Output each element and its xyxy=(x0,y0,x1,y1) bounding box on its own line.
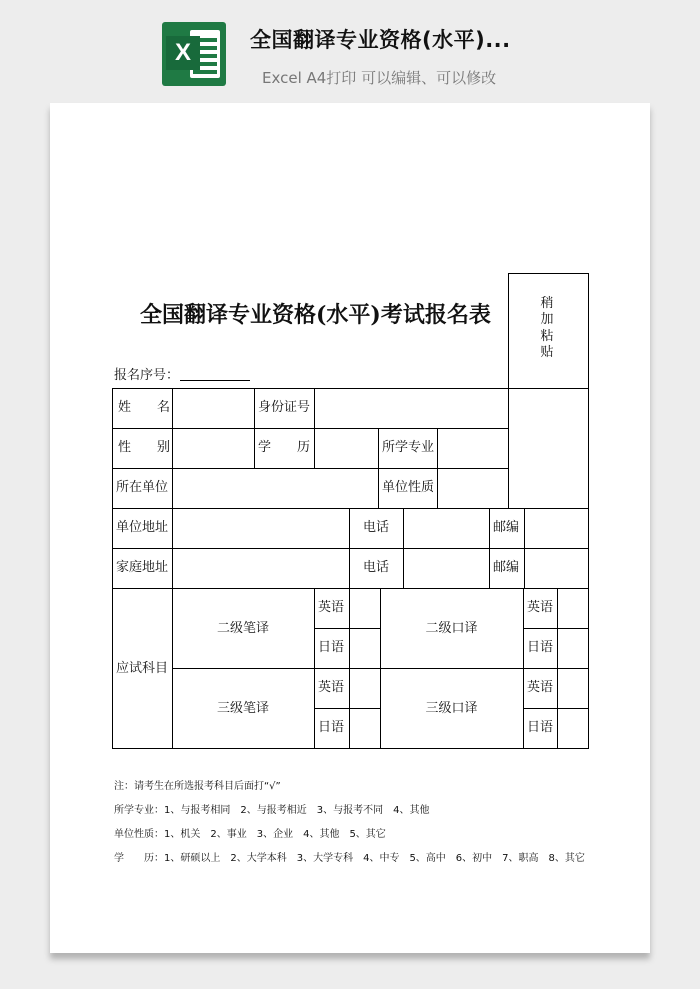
label-l3o-english: 英语 xyxy=(527,680,554,695)
input-home-phone[interactable] xyxy=(406,550,486,586)
check-l2w-english[interactable] xyxy=(351,590,378,626)
note-major: 所学专业：1、与报考相同 2、与报考相近 3、与报考不同 4、其他 xyxy=(114,805,430,816)
input-work-postcode[interactable] xyxy=(527,510,585,546)
label-work-address: 单位地址 xyxy=(116,520,169,535)
excel-icon: X xyxy=(162,22,226,86)
label-l3w-english: 英语 xyxy=(318,680,345,695)
label-level2-oral: 二级口译 xyxy=(425,621,478,636)
label-level3-oral: 三级口译 xyxy=(425,701,478,716)
input-employer[interactable] xyxy=(176,470,376,506)
label-work-postcode: 邮编 xyxy=(493,520,520,535)
input-gender[interactable] xyxy=(176,430,252,466)
page-header xyxy=(0,0,700,100)
input-major[interactable] xyxy=(440,430,506,466)
input-home-postcode[interactable] xyxy=(527,550,585,586)
label-l3w-japanese: 日语 xyxy=(318,720,345,735)
label-employer: 所在单位 xyxy=(116,480,169,495)
check-l3w-english[interactable] xyxy=(351,670,378,706)
input-id-number[interactable] xyxy=(318,390,506,426)
label-level2-written: 二级笔译 xyxy=(216,621,269,636)
label-education: 学 历 xyxy=(258,440,311,455)
label-l2w-english: 英语 xyxy=(318,600,345,615)
note-employer-type: 单位性质：1、机关 2、事业 3、企业 4、其他 5、其它 xyxy=(114,829,386,840)
note-checkmark: 注：请考生在所选报考科目后面打“√” xyxy=(114,781,281,792)
note-education: 学 历：1、研硕以上 2、大学本科 3、大学专科 4、中专 5、高中 6、初中 7、职高 8、其它 xyxy=(114,853,585,864)
label-major: 所学专业 xyxy=(382,440,435,455)
input-work-phone[interactable] xyxy=(406,510,486,546)
check-l2o-japanese[interactable] xyxy=(559,630,586,666)
photo-label: 稍加粘贴 xyxy=(540,296,554,360)
serial-input-line[interactable] xyxy=(180,380,250,381)
label-work-phone: 电话 xyxy=(363,520,390,535)
label-home-postcode: 邮编 xyxy=(493,560,520,575)
input-employer-type[interactable] xyxy=(440,470,506,506)
check-l2w-japanese[interactable] xyxy=(351,630,378,666)
input-name[interactable] xyxy=(176,390,252,426)
input-home-address[interactable] xyxy=(176,550,346,586)
label-home-address: 家庭地址 xyxy=(116,560,169,575)
label-l2o-english: 英语 xyxy=(527,600,554,615)
serial-label: 报名序号： xyxy=(114,368,180,383)
label-l3o-japanese: 日语 xyxy=(527,720,554,735)
check-l3w-japanese[interactable] xyxy=(351,710,378,746)
input-education[interactable] xyxy=(318,430,376,466)
check-l3o-japanese[interactable] xyxy=(559,710,586,746)
label-exam-subject: 应试科目 xyxy=(116,661,169,676)
input-work-address[interactable] xyxy=(176,510,346,546)
label-id-number: 身份证号 xyxy=(258,400,311,415)
label-employer-type: 单位性质 xyxy=(382,480,435,495)
label-level3-written: 三级笔译 xyxy=(216,701,269,716)
label-home-phone: 电话 xyxy=(363,560,390,575)
document-title: 全国翻译专业资格(水平)... xyxy=(250,28,511,52)
label-l2o-japanese: 日语 xyxy=(527,640,554,655)
form-title: 全国翻译专业资格(水平)考试报名表 xyxy=(140,302,491,328)
check-l2o-english[interactable] xyxy=(559,590,586,626)
document-subtitle: Excel A4打印 可以编辑、可以修改 xyxy=(262,69,497,87)
label-gender: 性 别 xyxy=(118,440,171,455)
label-name: 姓 名 xyxy=(118,400,171,415)
check-l3o-english[interactable] xyxy=(559,670,586,706)
label-l2w-japanese: 日语 xyxy=(318,640,345,655)
